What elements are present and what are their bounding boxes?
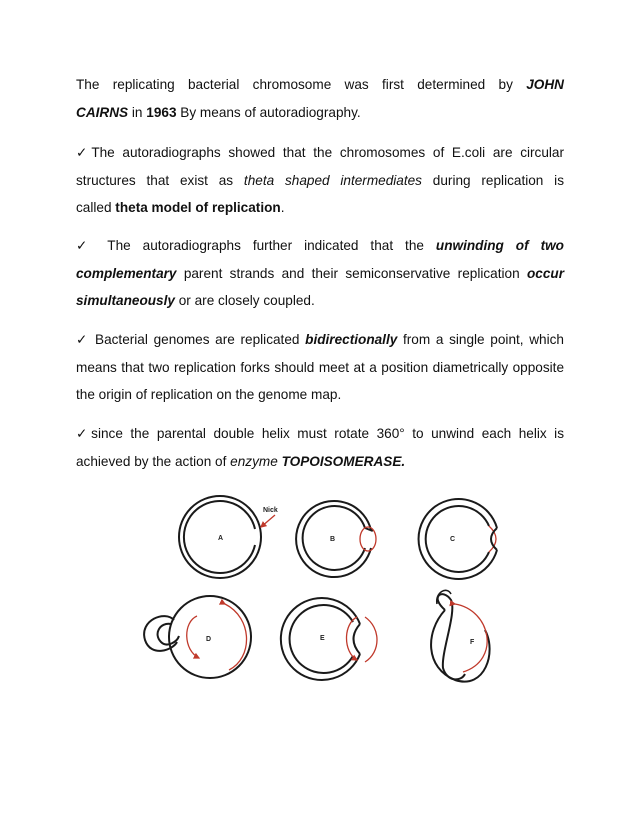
emphasis-text: unwinding of two — [435, 238, 564, 253]
emphasis-text: enzyme — [230, 453, 278, 469]
label-d: D — [206, 636, 212, 643]
paragraph-topoisomerase: ✓since the parental double helix must rotate 360° to unwind each helix is achieved by the action of enzyme TOPOISOMERASE. — [76, 426, 564, 469]
nick-arrow — [261, 515, 275, 527]
diagram-e — [281, 598, 377, 680]
diagram-a — [179, 496, 278, 578]
diagram-b — [296, 501, 376, 577]
paragraph-theta: ✓The autoradiographs showed that the chromosomes of E.coli are circular structures that exist as theta shaped intermediates during replication is called theta model of replication. — [76, 145, 565, 215]
label-f: F — [470, 639, 475, 646]
label-a: A — [218, 535, 224, 542]
emphasis-text: bidirectionally — [305, 332, 398, 347]
replication-diagram — [125, 492, 525, 692]
emphasis-text: theta shaped intermediates — [243, 172, 422, 188]
emphasis-text: CAIRNS — [76, 104, 129, 120]
paragraph-bidirectional: ✓ Bacterial genomes are replicated bidirectionally from a single point, which means that two replication forks should meet at a position diametrically opposite the origin of replication on the genome map. — [76, 332, 564, 402]
theta-replication-figure — [125, 492, 525, 692]
paragraph-cairns: The replicating bacterial chromosome was first determined by JOHN CAIRNS in 1963 By means of autoradiography. — [76, 77, 564, 120]
check-mark: ✓ — [76, 238, 96, 253]
year-text: 1963 — [146, 104, 177, 120]
emphasis-text: theta model of replication — [115, 200, 281, 215]
diagram-d — [144, 596, 251, 678]
emphasis-text: TOPOISOMERASE. — [281, 453, 406, 469]
label-c: C — [450, 536, 456, 543]
diagram-c — [419, 499, 497, 579]
paragraph-unwinding: ✓ The autoradiographs further indicated that the unwinding of two complementary parent strands and their semiconservative replication occur simultaneously or are closely coupled. — [76, 238, 565, 308]
text: The replicating bacterial chromosome was first determined by — [76, 77, 513, 92]
emphasis-text: JOHN — [526, 77, 564, 92]
emphasis-text: simultaneously — [76, 293, 175, 308]
emphasis-text: occur — [526, 265, 565, 281]
label-b: B — [330, 536, 336, 543]
diagram-f — [431, 590, 490, 681]
emphasis-text: complementary — [76, 265, 177, 281]
check-mark: ✓ — [76, 332, 90, 347]
check-mark: ✓ — [76, 426, 92, 441]
nick-label: Nick — [263, 507, 278, 514]
label-e: E — [320, 635, 325, 642]
check-mark: ✓ — [76, 145, 92, 160]
